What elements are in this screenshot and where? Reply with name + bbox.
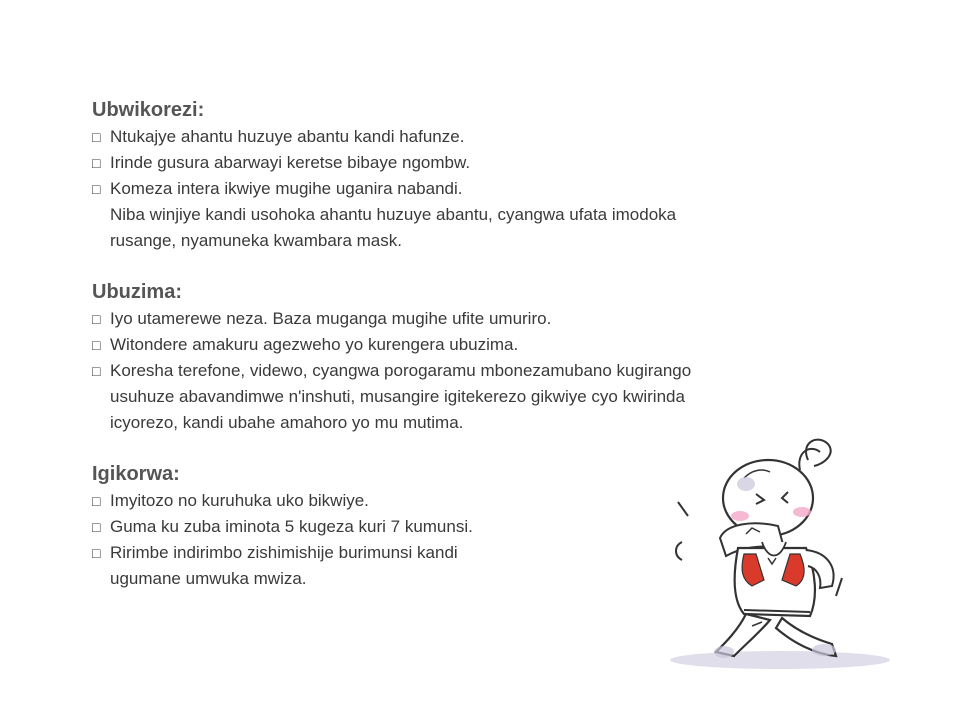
section-heading: Igikorwa: [92,463,180,485]
section-2 [92,278,872,436]
list-item [92,306,872,332]
checkbox-bullet-icon: □ [92,493,101,509]
list-item-text: Ntukajye ahantu huzuye abantu kandi hafunze. [110,127,465,146]
list-item-text: Ririmbe indirimbo zishimishije burimunsi kandi [110,543,458,562]
list-item [92,332,872,358]
coughing-person-illustration [660,430,905,675]
list-item-text: Irinde gusura abarwayi keretse bibaye ngombw. [110,153,471,172]
list-item-continuation: icyorezo, kandi ubahe amahoro yo mu mutima. [110,413,464,432]
list-item-text: Iyo utamerewe neza. Baza muganga mugihe ufite umuriro. [110,309,552,328]
list-item [92,150,872,176]
checkbox-bullet-icon: □ [92,363,101,379]
checkbox-bullet-icon: □ [92,311,101,327]
coughing-person-icon [660,430,905,675]
list-item [92,176,872,202]
list-item-text: Komeza intera ikwiye mugihe uganira nabandi. [110,179,463,198]
checkbox-bullet-icon: □ [92,155,101,171]
list-item-continuation: usuhuze abavandimwe n'inshuti, musangire igitekerezo gikwiye cyo kwirinda [110,387,685,406]
section-heading: Ubuzima: [92,281,182,303]
checkbox-bullet-icon: □ [92,519,101,535]
list-item-text: Guma ku zuba iminota 5 kugeza kuri 7 kumunsi. [110,517,473,536]
checkbox-bullet-icon: □ [92,337,101,353]
list-item-continuation: rusange, nyamuneka kwambara mask. [110,231,402,250]
checkbox-bullet-icon: □ [92,181,101,197]
list-item-text: Imyitozo no kuruhuka uko bikwiye. [110,491,369,510]
checkbox-bullet-icon: □ [92,129,101,145]
list-item-continuation: Niba winjiye kandi usohoka ahantu huzuye abantu, cyangwa ufata imodoka [110,205,677,224]
list-item [92,124,872,150]
section-1 [92,96,872,254]
list-item-text: Witondere amakuru agezweho yo kurengera ubuzima. [110,335,519,354]
list-item-continuation: ugumane umwuka mwiza. [110,569,307,588]
checkbox-bullet-icon: □ [92,545,101,561]
list-item [92,358,872,384]
section-heading: Ubwikorezi: [92,99,205,121]
list-item-text: Koresha terefone, videwo, cyangwa porogaramu mbonezamubano kugirango [110,361,692,380]
